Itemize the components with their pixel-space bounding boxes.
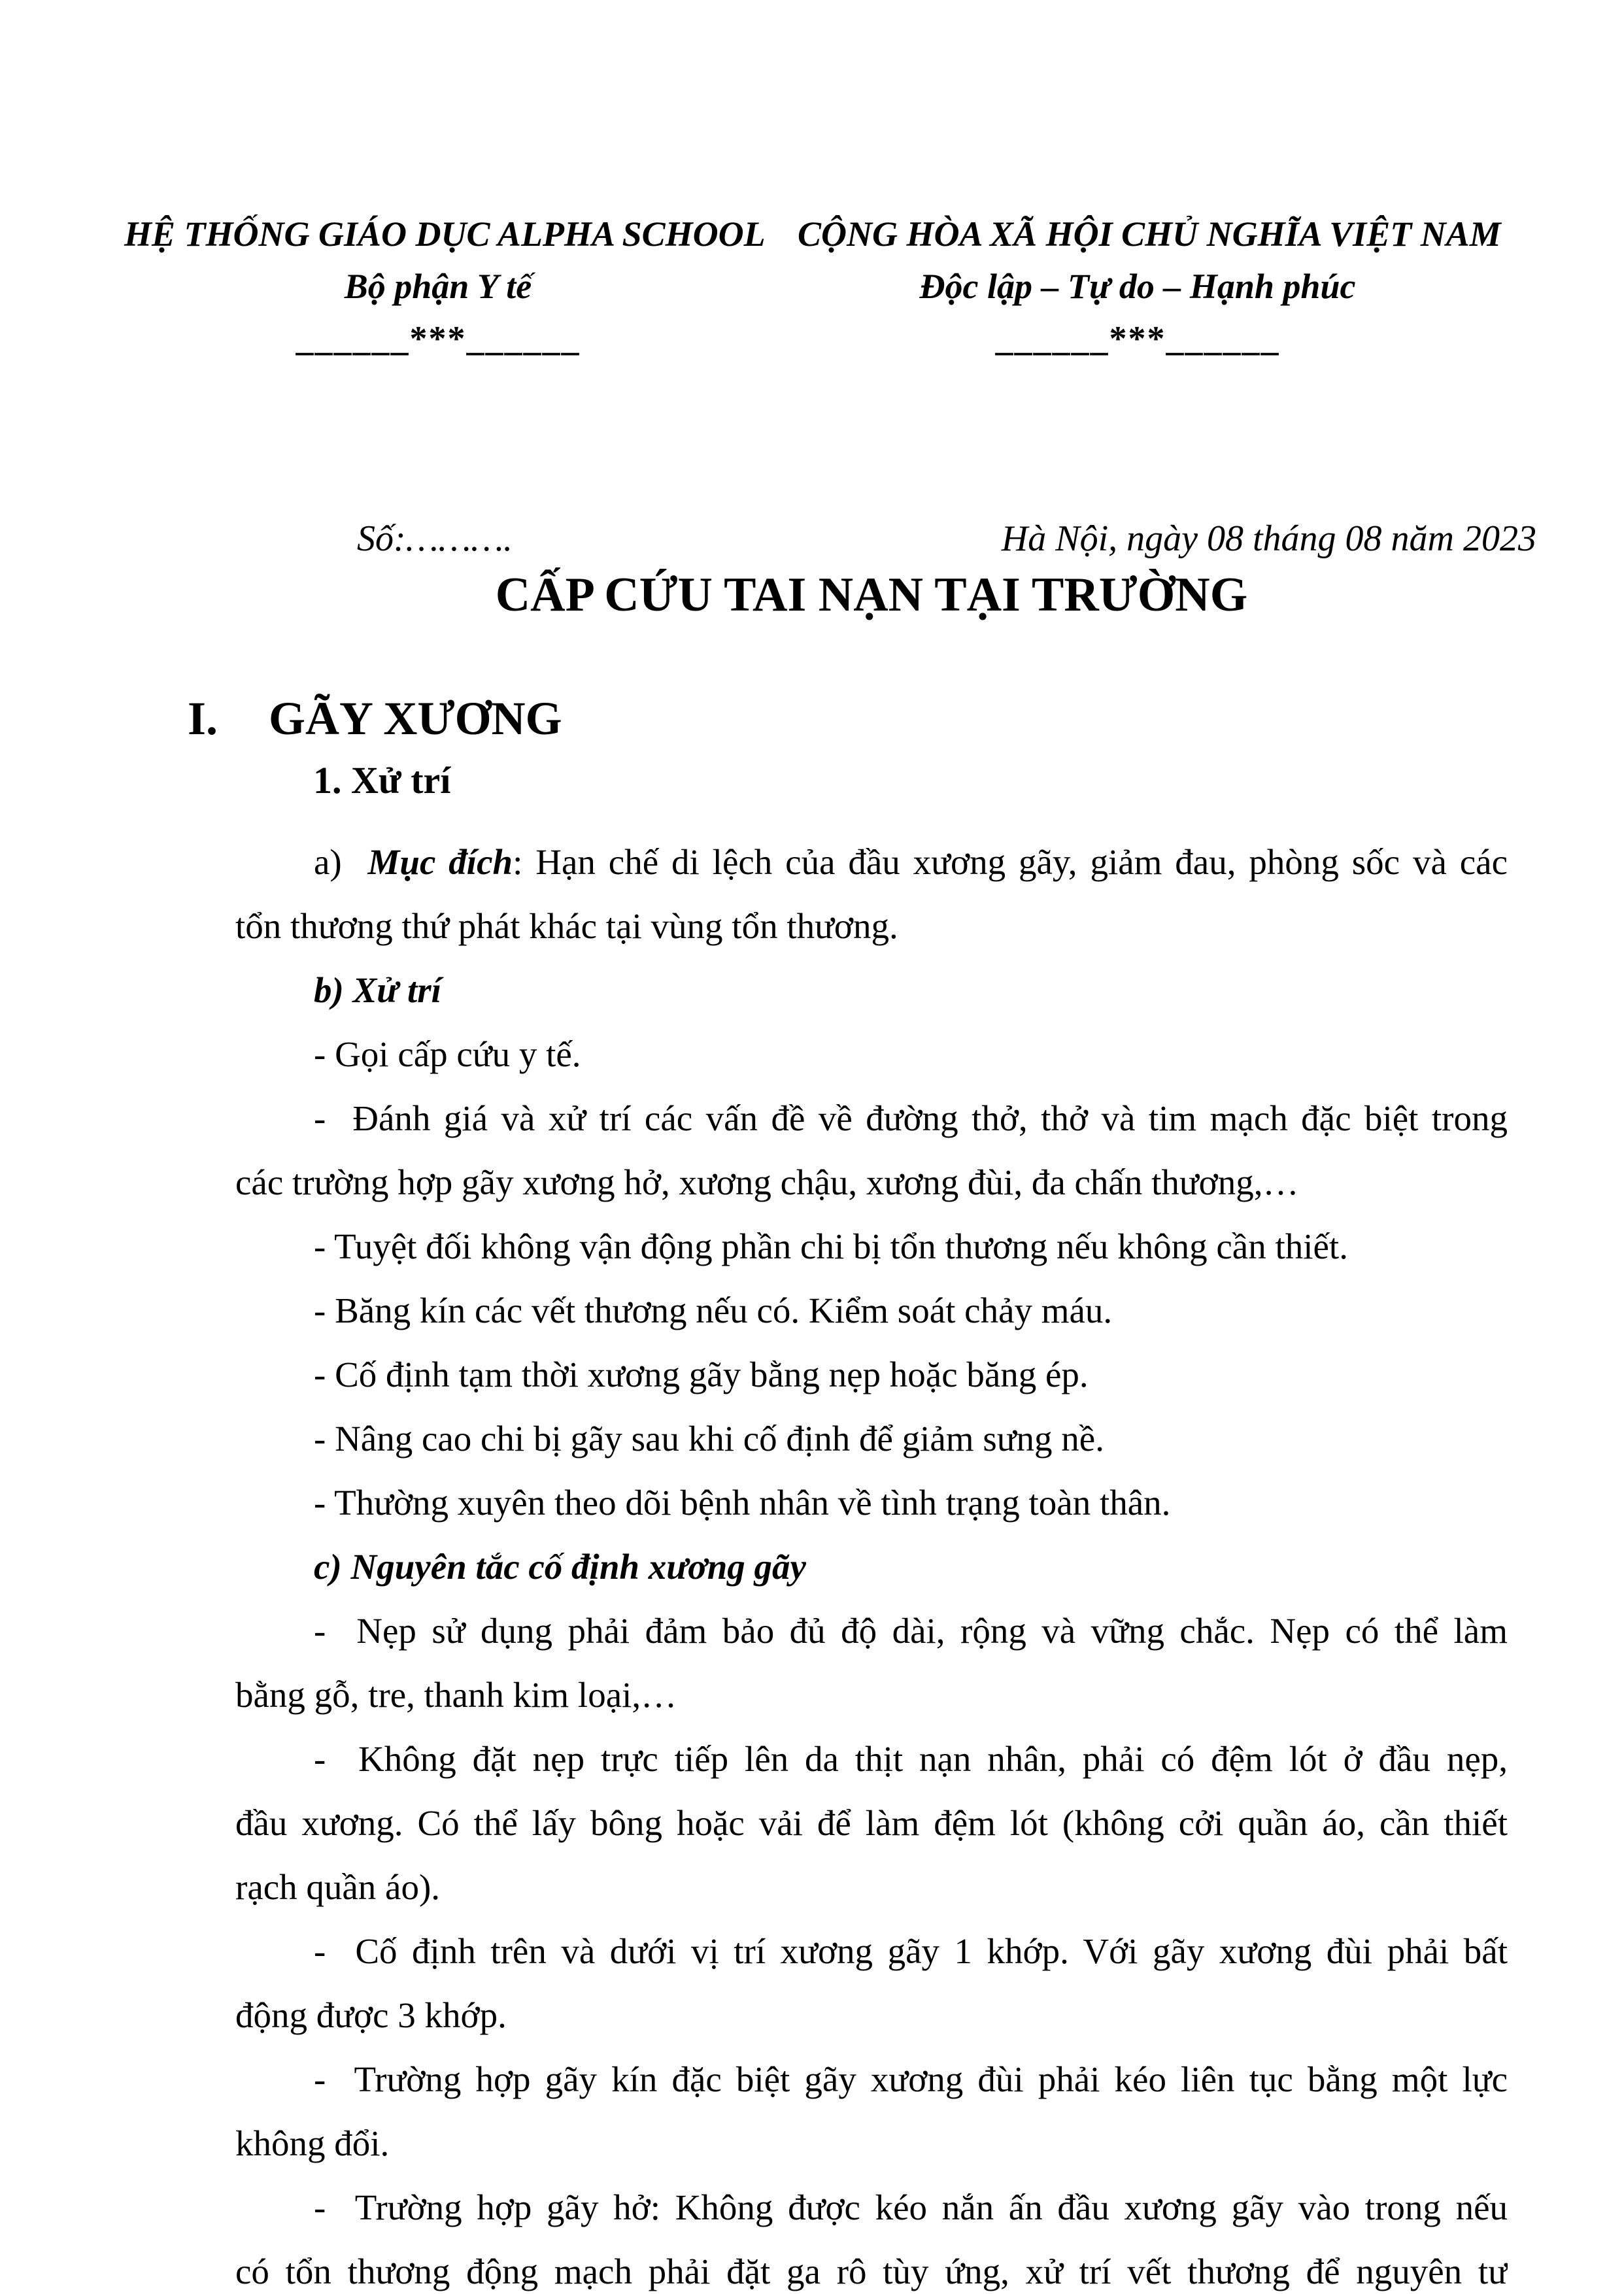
body-line-text: tổn thương thứ phát khác tại vùng tổn thương. — [235, 906, 898, 946]
body-line — [235, 1919, 1508, 1983]
national-title: CỘNG HÒA XÃ HỘI CHỦ NGHĨA VIỆT NAM — [798, 214, 1501, 254]
document-date: Hà Nội, ngày 08 tháng 08 năm 2023 — [1001, 518, 1536, 559]
body-line-text: các trường hợp gãy xương hở, xương chậu, xương đùi, đa chấn thương,… — [235, 1162, 1299, 1202]
body-line — [235, 2176, 1508, 2240]
body-line-text: a) — [314, 842, 368, 882]
body-line-text: b) Xử trí — [314, 970, 441, 1010]
body-line-text: - Trường hợp gãy hở: Không được kéo nắn ấn đầu xương gãy vào trong nếu — [314, 2187, 1508, 2227]
body-line — [235, 1791, 1508, 1855]
body-line — [235, 2240, 1508, 2294]
page-title: CẤP CỨU TAI NẠN TẠI TRƯỜNG — [495, 568, 1248, 622]
body-line — [235, 894, 1508, 958]
divider-ornament-right: ______***______ — [995, 319, 1280, 358]
body-line-text: rạch quần áo). — [235, 1867, 441, 1907]
body-line-text: - Băng kín các vết thương nếu có. Kiểm soát chảy máu. — [314, 1290, 1113, 1330]
body-line-text: động được 3 khớp. — [235, 1995, 507, 2035]
national-motto: Độc lập – Tự do – Hạnh phúc — [919, 267, 1356, 306]
section-numeral: I. — [188, 692, 218, 745]
divider-ornament-left: ______***______ — [296, 319, 581, 358]
organization-name: HỆ THỐNG GIÁO DỤC ALPHA SCHOOL — [124, 214, 766, 254]
document-number: Số:………. — [357, 518, 513, 559]
body-line — [235, 1087, 1508, 1151]
body-line-text: Mục đích — [367, 842, 513, 882]
header-left-column — [124, 208, 766, 365]
body-text — [235, 830, 1508, 2294]
header-right-column — [798, 208, 1501, 365]
body-line — [235, 958, 1508, 1022]
body-line — [235, 1471, 1508, 1535]
body-line-text: - Gọi cấp cứu y tế. — [314, 1034, 581, 1074]
body-line — [235, 1279, 1508, 1343]
section-title: GÃY XƯƠNG — [269, 692, 562, 745]
body-line-text: - Không đặt nẹp trực tiếp lên da thịt nạn nhân, phải có đệm lót ở đầu nẹp, — [314, 1739, 1508, 1779]
body-line — [235, 1343, 1508, 1407]
body-line — [235, 1407, 1508, 1471]
body-line — [235, 1855, 1508, 1919]
body-line-text: - Nâng cao chi bị gãy sau khi cố định để giảm sưng nề. — [314, 1419, 1104, 1459]
body-line — [235, 1983, 1508, 2048]
body-line — [235, 830, 1508, 894]
body-line — [235, 1535, 1508, 1599]
body-line — [235, 1022, 1508, 1087]
body-line-text: có tổn thương động mạch phải đặt ga rô tùy ứng, xử trí vết thương để nguyên tư — [235, 2252, 1508, 2291]
body-line-text: - Đánh giá và xử trí các vấn đề về đường thở, thở và tim mạch đặc biệt trong — [314, 1098, 1508, 1138]
body-line-text: bằng gỗ, tre, thanh kim loại,… — [235, 1675, 677, 1715]
body-line-text: không đổi. — [235, 2123, 390, 2163]
body-line — [235, 1151, 1508, 1215]
body-line-text: - Thường xuyên theo dõi bệnh nhân về tình trạng toàn thân. — [314, 1483, 1171, 1523]
body-line-text: : Hạn chế di lệch của đầu xương gãy, giảm đau, phòng sốc và các — [513, 842, 1508, 882]
section-heading — [188, 690, 562, 747]
body-line — [235, 2048, 1508, 2112]
body-line — [235, 2112, 1508, 2176]
subsection-heading: 1. Xử trí — [313, 759, 451, 801]
body-line-text: - Cố định trên và dưới vị trí xương gãy 1 khớp. Với gãy xương đùi phải bất — [314, 1931, 1508, 1971]
body-line-text: c) Nguyên tắc cố định xương gãy — [314, 1547, 806, 1587]
body-line-text: đầu xương. Có thể lấy bông hoặc vải để làm đệm lót (không cởi quần áo, cần thiết — [235, 1803, 1508, 1843]
body-line — [235, 1599, 1508, 1663]
body-line — [235, 1663, 1508, 1727]
body-line-text: - Cố định tạm thời xương gãy bằng nẹp hoặc băng ép. — [314, 1355, 1089, 1394]
body-line-text: - Nẹp sử dụng phải đảm bảo đủ độ dài, rộng và vững chắc. Nẹp có thể làm — [314, 1611, 1508, 1651]
body-line — [235, 1215, 1508, 1279]
department-name: Bộ phận Y tế — [344, 267, 532, 306]
body-line-text: - Tuyệt đối không vận động phần chi bị tổn thương nếu không cần thiết. — [314, 1226, 1348, 1266]
body-line — [235, 1727, 1508, 1791]
body-line-text: - Trường hợp gãy kín đặc biệt gãy xương đùi phải kéo liên tục bằng một lực — [314, 2059, 1508, 2099]
